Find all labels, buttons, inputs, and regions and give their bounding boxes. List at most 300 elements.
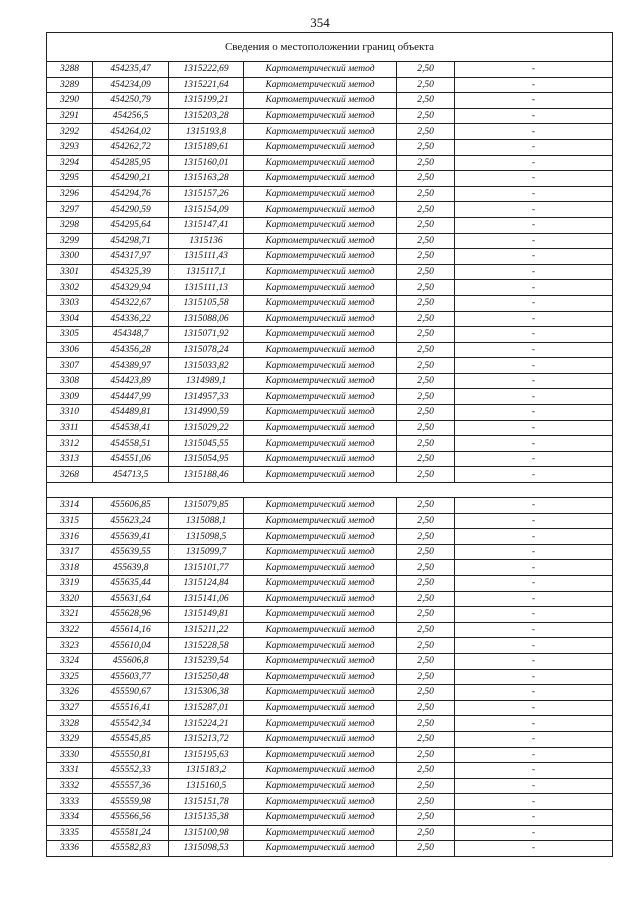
- table-row: [47, 825, 613, 841]
- cell-accuracy: 2,50: [397, 716, 455, 732]
- cell-description: -: [455, 591, 613, 607]
- cell-y-coordinate: 1315101,77: [169, 560, 244, 576]
- cell-point-number: 3326: [47, 685, 93, 701]
- cell-description: -: [455, 233, 613, 249]
- cell-y-coordinate: 1315287,01: [169, 700, 244, 716]
- cell-description: -: [455, 420, 613, 436]
- cell-point-number: 3305: [47, 327, 93, 343]
- cell-point-number: 3332: [47, 778, 93, 794]
- table-row: [47, 731, 613, 747]
- cell-x-coordinate: 455566,56: [93, 809, 169, 825]
- cell-x-coordinate: 455628,96: [93, 607, 169, 623]
- cell-point-number: 3313: [47, 451, 93, 467]
- cell-description: -: [455, 451, 613, 467]
- cell-accuracy: 2,50: [397, 544, 455, 560]
- cell-point-number: 3299: [47, 233, 93, 249]
- table-row: [47, 638, 613, 654]
- cell-description: -: [455, 342, 613, 358]
- cell-point-number: 3288: [47, 62, 93, 78]
- cell-point-number: 3296: [47, 186, 93, 202]
- cell-description: -: [455, 685, 613, 701]
- cell-y-coordinate: 1315111,43: [169, 249, 244, 265]
- cell-point-number: 3322: [47, 622, 93, 638]
- boundary-coordinates-table: [46, 32, 613, 857]
- cell-method: Картометрический метод: [244, 513, 397, 529]
- cell-description: -: [455, 809, 613, 825]
- cell-point-number: 3320: [47, 591, 93, 607]
- cell-point-number: 3323: [47, 638, 93, 654]
- table-row: [47, 420, 613, 436]
- cell-description: -: [455, 62, 613, 78]
- cell-method: Картометрический метод: [244, 731, 397, 747]
- cell-description: -: [455, 389, 613, 405]
- cell-method: Картометрический метод: [244, 763, 397, 779]
- cell-method: Картометрический метод: [244, 653, 397, 669]
- cell-y-coordinate: 1315211,22: [169, 622, 244, 638]
- cell-y-coordinate: 1315111,13: [169, 280, 244, 296]
- cell-y-coordinate: 1315105,58: [169, 295, 244, 311]
- table-row: [47, 77, 613, 93]
- cell-accuracy: 2,50: [397, 311, 455, 327]
- cell-method: Картометрический метод: [244, 451, 397, 467]
- cell-method: Картометрический метод: [244, 389, 397, 405]
- cell-accuracy: 2,50: [397, 794, 455, 810]
- cell-x-coordinate: 454290,21: [93, 171, 169, 187]
- cell-point-number: 3334: [47, 809, 93, 825]
- cell-accuracy: 2,50: [397, 358, 455, 374]
- cell-x-coordinate: 455590,67: [93, 685, 169, 701]
- cell-method: Картометрический метод: [244, 311, 397, 327]
- cell-description: -: [455, 763, 613, 779]
- cell-description: -: [455, 295, 613, 311]
- table-row: [47, 591, 613, 607]
- cell-x-coordinate: 455603,77: [93, 669, 169, 685]
- cell-y-coordinate: 1315136: [169, 233, 244, 249]
- cell-x-coordinate: 454538,41: [93, 420, 169, 436]
- cell-y-coordinate: 1315228,58: [169, 638, 244, 654]
- table-row: [47, 62, 613, 78]
- cell-method: Картометрический метод: [244, 155, 397, 171]
- cell-accuracy: 2,50: [397, 685, 455, 701]
- cell-x-coordinate: 454295,64: [93, 217, 169, 233]
- cell-method: Картометрический метод: [244, 747, 397, 763]
- cell-accuracy: 2,50: [397, 264, 455, 280]
- table-row: [47, 155, 613, 171]
- cell-accuracy: 2,50: [397, 560, 455, 576]
- cell-accuracy: 2,50: [397, 576, 455, 592]
- table-row: [47, 513, 613, 529]
- cell-method: Картометрический метод: [244, 373, 397, 389]
- cell-method: Картометрический метод: [244, 622, 397, 638]
- cell-method: Картометрический метод: [244, 186, 397, 202]
- cell-x-coordinate: 455550,81: [93, 747, 169, 763]
- cell-method: Картометрический метод: [244, 420, 397, 436]
- cell-point-number: 3290: [47, 93, 93, 109]
- cell-y-coordinate: 1315079,85: [169, 498, 244, 514]
- cell-point-number: 3298: [47, 217, 93, 233]
- cell-description: -: [455, 607, 613, 623]
- cell-description: -: [455, 716, 613, 732]
- cell-y-coordinate: 1315054,95: [169, 451, 244, 467]
- cell-y-coordinate: 1315306,38: [169, 685, 244, 701]
- cell-point-number: 3303: [47, 295, 93, 311]
- table-row: [47, 171, 613, 187]
- cell-description: -: [455, 280, 613, 296]
- cell-accuracy: 2,50: [397, 622, 455, 638]
- cell-accuracy: 2,50: [397, 389, 455, 405]
- cell-x-coordinate: 454713,5: [93, 467, 169, 483]
- table-row: [47, 389, 613, 405]
- cell-x-coordinate: 455623,24: [93, 513, 169, 529]
- page-number: 354: [310, 15, 330, 30]
- cell-y-coordinate: 1315224,21: [169, 716, 244, 732]
- cell-y-coordinate: 1315078,24: [169, 342, 244, 358]
- cell-y-coordinate: 1315163,28: [169, 171, 244, 187]
- cell-method: Картометрический метод: [244, 794, 397, 810]
- cell-description: -: [455, 264, 613, 280]
- cell-x-coordinate: 454325,39: [93, 264, 169, 280]
- cell-accuracy: 2,50: [397, 498, 455, 514]
- table-title-row: [47, 33, 613, 62]
- table-row: [47, 280, 613, 296]
- cell-description: -: [455, 513, 613, 529]
- table-row: [47, 373, 613, 389]
- cell-y-coordinate: 1315188,46: [169, 467, 244, 483]
- cell-accuracy: 2,50: [397, 809, 455, 825]
- cell-method: Картометрический метод: [244, 560, 397, 576]
- cell-point-number: 3311: [47, 420, 93, 436]
- cell-point-number: 3325: [47, 669, 93, 685]
- cell-accuracy: 2,50: [397, 731, 455, 747]
- cell-description: -: [455, 498, 613, 514]
- cell-description: -: [455, 217, 613, 233]
- cell-y-coordinate: 1315203,28: [169, 108, 244, 124]
- cell-method: Картометрический метод: [244, 716, 397, 732]
- cell-point-number: 3292: [47, 124, 93, 140]
- cell-y-coordinate: 1315221,64: [169, 77, 244, 93]
- cell-x-coordinate: 454356,28: [93, 342, 169, 358]
- cell-description: -: [455, 529, 613, 545]
- cell-point-number: 3308: [47, 373, 93, 389]
- cell-point-number: 3317: [47, 544, 93, 560]
- cell-point-number: 3330: [47, 747, 93, 763]
- table-row: [47, 451, 613, 467]
- cell-accuracy: 2,50: [397, 607, 455, 623]
- cell-y-coordinate: 1315088,06: [169, 311, 244, 327]
- cell-y-coordinate: 1315195,63: [169, 747, 244, 763]
- cell-description: -: [455, 747, 613, 763]
- table-row: [47, 436, 613, 452]
- cell-y-coordinate: 1315239,54: [169, 653, 244, 669]
- cell-y-coordinate: 1315071,92: [169, 327, 244, 343]
- cell-x-coordinate: 454551,06: [93, 451, 169, 467]
- table-row: [47, 809, 613, 825]
- cell-y-coordinate: 1315117,1: [169, 264, 244, 280]
- cell-point-number: 3315: [47, 513, 93, 529]
- cell-x-coordinate: 454336,22: [93, 311, 169, 327]
- cell-accuracy: 2,50: [397, 467, 455, 483]
- cell-x-coordinate: 455631,64: [93, 591, 169, 607]
- cell-accuracy: 2,50: [397, 124, 455, 140]
- cell-method: Картометрический метод: [244, 576, 397, 592]
- table-row: [47, 607, 613, 623]
- cell-y-coordinate: 1315250,48: [169, 669, 244, 685]
- cell-x-coordinate: 454298,71: [93, 233, 169, 249]
- cell-x-coordinate: 454262,72: [93, 139, 169, 155]
- cell-x-coordinate: 455606,85: [93, 498, 169, 514]
- table-row: [47, 186, 613, 202]
- table-row: [47, 233, 613, 249]
- cell-description: -: [455, 700, 613, 716]
- cell-method: Картометрический метод: [244, 124, 397, 140]
- table-row: [47, 622, 613, 638]
- cell-description: -: [455, 171, 613, 187]
- cell-description: -: [455, 794, 613, 810]
- cell-method: Картометрический метод: [244, 327, 397, 343]
- cell-accuracy: 2,50: [397, 155, 455, 171]
- cell-x-coordinate: 455635,44: [93, 576, 169, 592]
- cell-description: -: [455, 560, 613, 576]
- cell-point-number: 3291: [47, 108, 93, 124]
- table-row: [47, 700, 613, 716]
- table-row: [47, 716, 613, 732]
- cell-y-coordinate: 1315135,38: [169, 809, 244, 825]
- cell-accuracy: 2,50: [397, 77, 455, 93]
- cell-point-number: 3336: [47, 841, 93, 857]
- cell-description: -: [455, 467, 613, 483]
- cell-y-coordinate: 1315193,8: [169, 124, 244, 140]
- cell-x-coordinate: 454264,02: [93, 124, 169, 140]
- cell-description: -: [455, 638, 613, 654]
- cell-point-number: 3329: [47, 731, 93, 747]
- cell-accuracy: 2,50: [397, 373, 455, 389]
- cell-description: -: [455, 327, 613, 343]
- cell-description: -: [455, 202, 613, 218]
- cell-x-coordinate: 455639,41: [93, 529, 169, 545]
- cell-point-number: 3302: [47, 280, 93, 296]
- cell-y-coordinate: 1315154,09: [169, 202, 244, 218]
- cell-point-number: 3327: [47, 700, 93, 716]
- cell-accuracy: 2,50: [397, 217, 455, 233]
- cell-y-coordinate: 1315099,7: [169, 544, 244, 560]
- cell-method: Картометрический метод: [244, 467, 397, 483]
- cell-accuracy: 2,50: [397, 249, 455, 265]
- cell-y-coordinate: 1315183,2: [169, 763, 244, 779]
- table-row: [47, 327, 613, 343]
- table-row: [47, 669, 613, 685]
- cell-point-number: 3297: [47, 202, 93, 218]
- cell-description: -: [455, 669, 613, 685]
- cell-point-number: 3328: [47, 716, 93, 732]
- cell-x-coordinate: 454234,09: [93, 77, 169, 93]
- cell-accuracy: 2,50: [397, 139, 455, 155]
- cell-description: -: [455, 373, 613, 389]
- cell-accuracy: 2,50: [397, 327, 455, 343]
- cell-y-coordinate: 1315100,98: [169, 825, 244, 841]
- cell-accuracy: 2,50: [397, 747, 455, 763]
- cell-y-coordinate: 1315124,84: [169, 576, 244, 592]
- table-row: [47, 544, 613, 560]
- cell-x-coordinate: 454447,99: [93, 389, 169, 405]
- cell-method: Картометрический метод: [244, 202, 397, 218]
- cell-method: Картометрический метод: [244, 171, 397, 187]
- cell-y-coordinate: 1315149,81: [169, 607, 244, 623]
- cell-point-number: 3335: [47, 825, 93, 841]
- table-row: [47, 124, 613, 140]
- cell-point-number: 3289: [47, 77, 93, 93]
- cell-method: Картометрический метод: [244, 108, 397, 124]
- cell-description: -: [455, 653, 613, 669]
- cell-accuracy: 2,50: [397, 405, 455, 421]
- cell-point-number: 3301: [47, 264, 93, 280]
- cell-description: -: [455, 155, 613, 171]
- table-row: [47, 311, 613, 327]
- cell-point-number: 3333: [47, 794, 93, 810]
- cell-accuracy: 2,50: [397, 825, 455, 841]
- table-title: Сведения о местоположении границ объекта: [47, 33, 613, 62]
- table-row: [47, 405, 613, 421]
- cell-x-coordinate: 455542,34: [93, 716, 169, 732]
- cell-accuracy: 2,50: [397, 841, 455, 857]
- cell-point-number: 3324: [47, 653, 93, 669]
- cell-y-coordinate: 1315045,55: [169, 436, 244, 452]
- table-row: [47, 264, 613, 280]
- cell-x-coordinate: 455545,85: [93, 731, 169, 747]
- cell-y-coordinate: 1315160,5: [169, 778, 244, 794]
- cell-point-number: 3293: [47, 139, 93, 155]
- cell-method: Картометрический метод: [244, 280, 397, 296]
- cell-description: -: [455, 77, 613, 93]
- cell-y-coordinate: 1315141,06: [169, 591, 244, 607]
- cell-method: Картометрический метод: [244, 405, 397, 421]
- cell-x-coordinate: 455614,16: [93, 622, 169, 638]
- cell-y-coordinate: 1315033,82: [169, 358, 244, 374]
- cell-method: Картометрический метод: [244, 139, 397, 155]
- cell-x-coordinate: 454235,47: [93, 62, 169, 78]
- cell-accuracy: 2,50: [397, 436, 455, 452]
- section-separator-row: [47, 483, 613, 498]
- cell-x-coordinate: 455559,98: [93, 794, 169, 810]
- table-row: [47, 747, 613, 763]
- cell-y-coordinate: 1315098,53: [169, 841, 244, 857]
- table-row: [47, 139, 613, 155]
- cell-point-number: 3331: [47, 763, 93, 779]
- cell-x-coordinate: 455581,24: [93, 825, 169, 841]
- table-row: [47, 560, 613, 576]
- cell-accuracy: 2,50: [397, 700, 455, 716]
- cell-accuracy: 2,50: [397, 108, 455, 124]
- cell-accuracy: 2,50: [397, 171, 455, 187]
- cell-description: -: [455, 544, 613, 560]
- cell-x-coordinate: 454558,51: [93, 436, 169, 452]
- cell-description: -: [455, 731, 613, 747]
- cell-accuracy: 2,50: [397, 778, 455, 794]
- cell-description: -: [455, 841, 613, 857]
- cell-method: Картометрический метод: [244, 778, 397, 794]
- cell-y-coordinate: 1315213,72: [169, 731, 244, 747]
- cell-point-number: 3310: [47, 405, 93, 421]
- cell-x-coordinate: 454348,7: [93, 327, 169, 343]
- cell-method: Картометрический метод: [244, 607, 397, 623]
- cell-y-coordinate: 1315199,21: [169, 93, 244, 109]
- cell-x-coordinate: 455639,55: [93, 544, 169, 560]
- cell-method: Картометрический метод: [244, 436, 397, 452]
- cell-x-coordinate: 454250,79: [93, 93, 169, 109]
- table-row: [47, 249, 613, 265]
- cell-method: Картометрический метод: [244, 249, 397, 265]
- cell-method: Картометрический метод: [244, 529, 397, 545]
- cell-point-number: 3309: [47, 389, 93, 405]
- table-row: [47, 529, 613, 545]
- cell-point-number: 3294: [47, 155, 93, 171]
- table-row: [47, 467, 613, 483]
- cell-description: -: [455, 825, 613, 841]
- cell-description: -: [455, 93, 613, 109]
- cell-x-coordinate: 454423,89: [93, 373, 169, 389]
- cell-accuracy: 2,50: [397, 202, 455, 218]
- cell-x-coordinate: 454317,97: [93, 249, 169, 265]
- table-row: [47, 653, 613, 669]
- cell-method: Картометрический метод: [244, 638, 397, 654]
- cell-point-number: 3321: [47, 607, 93, 623]
- cell-x-coordinate: 454489,81: [93, 405, 169, 421]
- cell-y-coordinate: 1314957,33: [169, 389, 244, 405]
- cell-accuracy: 2,50: [397, 93, 455, 109]
- cell-point-number: 3316: [47, 529, 93, 545]
- table-row: [47, 685, 613, 701]
- cell-method: Картометрический метод: [244, 591, 397, 607]
- cell-point-number: 3295: [47, 171, 93, 187]
- table-row: [47, 763, 613, 779]
- cell-accuracy: 2,50: [397, 763, 455, 779]
- cell-accuracy: 2,50: [397, 591, 455, 607]
- cell-x-coordinate: 455552,33: [93, 763, 169, 779]
- cell-description: -: [455, 124, 613, 140]
- table-row: [47, 576, 613, 592]
- cell-accuracy: 2,50: [397, 451, 455, 467]
- table-row: [47, 498, 613, 514]
- table-row: [47, 217, 613, 233]
- cell-y-coordinate: 1315088,1: [169, 513, 244, 529]
- cell-method: Картометрический метод: [244, 93, 397, 109]
- cell-description: -: [455, 778, 613, 794]
- cell-y-coordinate: 1315151,78: [169, 794, 244, 810]
- cell-accuracy: 2,50: [397, 342, 455, 358]
- cell-accuracy: 2,50: [397, 420, 455, 436]
- cell-method: Картометрический метод: [244, 77, 397, 93]
- cell-x-coordinate: 455610,04: [93, 638, 169, 654]
- cell-y-coordinate: 1315160,01: [169, 155, 244, 171]
- cell-point-number: 3300: [47, 249, 93, 265]
- cell-method: Картометрический метод: [244, 295, 397, 311]
- cell-description: -: [455, 358, 613, 374]
- cell-y-coordinate: 1315157,26: [169, 186, 244, 202]
- cell-point-number: 3307: [47, 358, 93, 374]
- cell-description: -: [455, 311, 613, 327]
- cell-method: Картометрический метод: [244, 825, 397, 841]
- cell-description: -: [455, 436, 613, 452]
- cell-description: -: [455, 576, 613, 592]
- cell-description: -: [455, 108, 613, 124]
- cell-x-coordinate: 454285,95: [93, 155, 169, 171]
- cell-method: Картометрический метод: [244, 841, 397, 857]
- table-row: [47, 358, 613, 374]
- cell-method: Картометрический метод: [244, 342, 397, 358]
- cell-accuracy: 2,50: [397, 669, 455, 685]
- cell-x-coordinate: 455557,36: [93, 778, 169, 794]
- cell-point-number: 3319: [47, 576, 93, 592]
- table-row: [47, 841, 613, 857]
